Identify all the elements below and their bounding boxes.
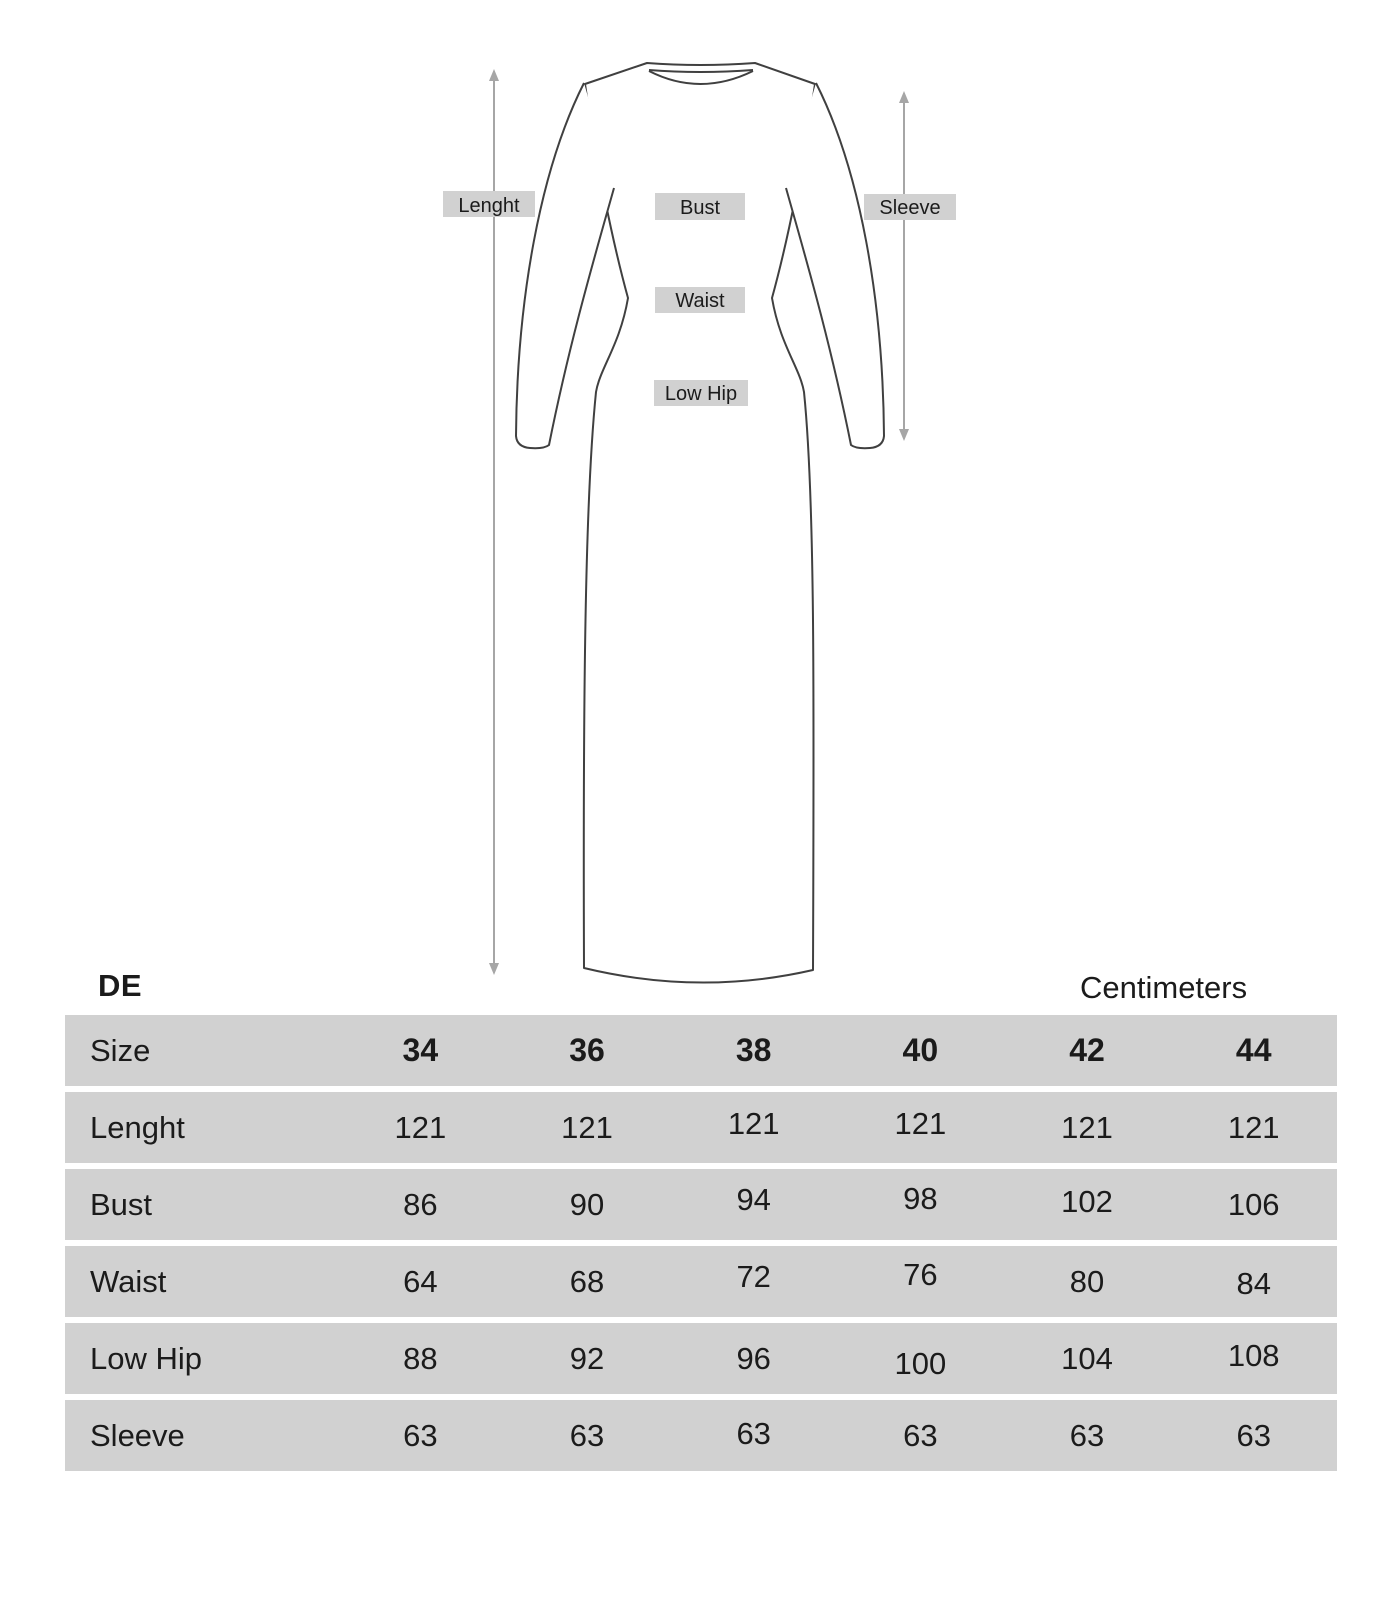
row-label: Sleeve <box>90 1417 185 1453</box>
measurement-value: 106 <box>1227 1186 1280 1222</box>
measurement-value: 102 <box>1061 1183 1113 1219</box>
measurement-value: 72 <box>736 1258 771 1294</box>
measurement-value: 96 <box>736 1340 771 1376</box>
measurement-value: 88 <box>403 1340 438 1376</box>
measurement-value: 63 <box>736 1415 771 1451</box>
measurement-value: 92 <box>569 1340 605 1376</box>
measurement-value: 121 <box>394 1109 447 1145</box>
table-row-sleeve <box>65 1400 1337 1471</box>
measurement-value: 63 <box>569 1417 605 1453</box>
size-value: 44 <box>1235 1032 1272 1068</box>
length-label <box>443 191 535 217</box>
measurement-value: 86 <box>403 1186 438 1222</box>
measurement-value: 94 <box>736 1181 771 1217</box>
low-hip-label-text: Low Hip <box>664 383 738 405</box>
row-label: Low Hip <box>90 1340 202 1376</box>
size-value: 42 <box>1069 1032 1105 1068</box>
low-hip-label <box>654 380 748 406</box>
measurement-value: 98 <box>903 1180 938 1216</box>
measurement-value: 100 <box>894 1345 947 1381</box>
measurement-value: 84 <box>1236 1265 1271 1301</box>
bust-label <box>655 193 745 220</box>
size-value: 40 <box>902 1032 939 1068</box>
measurement-value: 121 <box>1061 1109 1113 1145</box>
waist-label <box>655 287 745 313</box>
measurement-value: 121 <box>894 1105 947 1141</box>
measurement-value: 63 <box>403 1417 438 1453</box>
measurement-value: 76 <box>903 1256 938 1292</box>
measurement-value: 104 <box>1061 1340 1113 1376</box>
table-row-bust <box>65 1169 1337 1240</box>
header-label: Size <box>90 1032 151 1068</box>
table-row-low-hip <box>65 1323 1337 1394</box>
row-label: Waist <box>90 1263 167 1299</box>
measurement-value: 68 <box>569 1263 605 1299</box>
length-label-text: Lenght <box>458 195 520 217</box>
row-label: Bust <box>90 1186 153 1222</box>
sleeve-label <box>864 194 956 220</box>
measurement-value: 64 <box>403 1263 438 1299</box>
size-value: 38 <box>735 1032 772 1068</box>
measurement-value: 63 <box>903 1417 938 1453</box>
row-label: Lenght <box>90 1109 185 1145</box>
sleeve-label-text: Sleeve <box>879 197 941 219</box>
measurement-value: 90 <box>569 1186 605 1222</box>
bust-label-text: Bust <box>679 197 721 219</box>
measurement-value: 121 <box>727 1105 780 1141</box>
measurement-value: 121 <box>1227 1109 1280 1145</box>
measurement-value: 108 <box>1227 1337 1280 1373</box>
size-table-header-row <box>65 1015 1337 1086</box>
size-value: 36 <box>569 1032 605 1068</box>
table-row-length <box>65 1092 1337 1163</box>
measurement-value: 63 <box>1236 1417 1271 1453</box>
waist-label-text: Waist <box>675 290 725 312</box>
measurement-value: 121 <box>561 1109 613 1145</box>
table-row-waist <box>65 1246 1337 1317</box>
size-table <box>65 1015 1337 1477</box>
measurement-value: 63 <box>1069 1417 1105 1453</box>
measurement-value: 80 <box>1069 1263 1105 1299</box>
region-code-label: DE <box>98 968 143 1003</box>
unit-label: Centimeters <box>1080 970 1248 1005</box>
size-value: 34 <box>402 1032 439 1068</box>
